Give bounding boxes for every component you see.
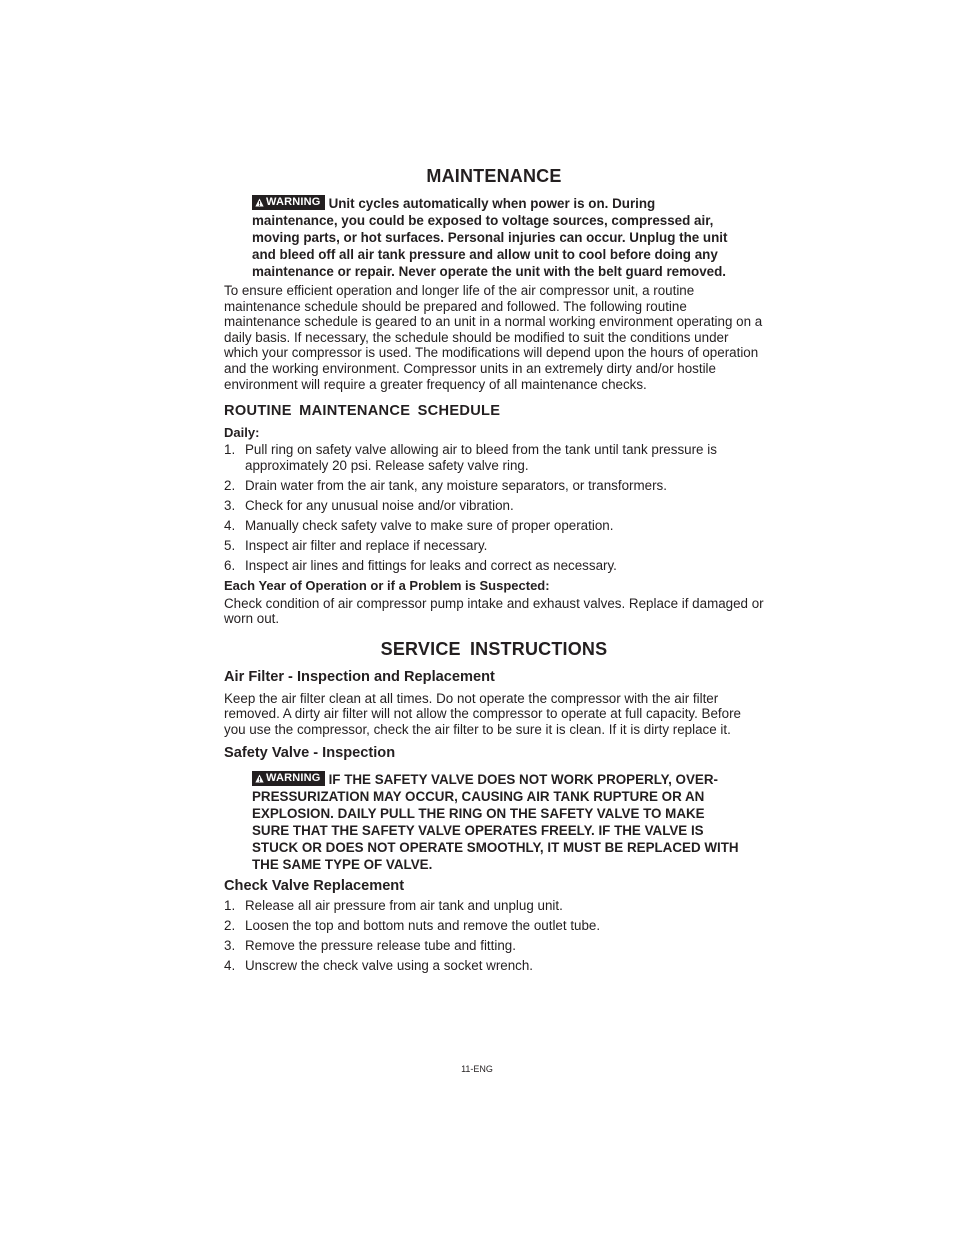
daily-list [224, 442, 764, 573]
warning-text: Unit cycles automatically when power is on. During maintenance, you could be exposed to voltage sources, compressed air, moving parts, or hot surfaces. Personal injuries can occur. Unplug the unit and bleed off all air tank pressure and allow unit to cool before doing any maintenance or repair. Never operate the unit with the belt guard removed. [252, 196, 728, 279]
list-item-text: Check for any unusual noise and/or vibration. [245, 497, 514, 513]
list-item-number: 4. [224, 517, 236, 533]
list-item [224, 898, 764, 914]
warning-label: WARNING [266, 196, 321, 208]
list-item [224, 478, 764, 494]
yearly-label: Each Year of Operation or if a Problem is Suspected: [224, 577, 550, 593]
list-item-number: 1. [224, 897, 236, 913]
warning-badge [252, 771, 325, 786]
list-item [224, 538, 764, 554]
page-number: 11-ENG [461, 1064, 493, 1074]
yearly-text: Check condition of air compressor pump intake and exhaust valves. Replace if damaged or worn out. [224, 595, 764, 627]
list-item-number: 3. [224, 937, 236, 953]
warning-label: WARNING [266, 771, 321, 784]
air-filter-text: Keep the air filter clean at all times. Do not operate the compressor with the air filter removed. A dirty air filter will not allow the compressor to operate at full capacity. Before you use the compressor, check the air filter to be sure it is clean. If it is dirty replace it. [224, 690, 742, 738]
safety-valve-title: Safety Valve - Inspection [224, 744, 396, 761]
safety-warning-text: IF THE SAFETY VALVE DOES NOT WORK PROPERLY, OVER-PRESSURIZATION MAY OCCUR, CAUSING AIR TANK RUPTURE OR AN EXPLOSION. DAILY PULL THE RING ON THE SAFETY VALVE TO MAKE SURE THAT THE SAFETY VALVE OPERATES FREELY. IF THE VALVE IS STUCK OR DOES NOT OPERATE SMOOTHLY, IT MUST BE REPLACED WITH THE SAME TYPE OF VALVE. [252, 771, 739, 872]
list-item-number: 3. [224, 497, 236, 513]
page-content [224, 166, 764, 978]
list-item-text: Manually check safety valve to make sure of proper operation. [245, 517, 614, 533]
list-item-number: 2. [224, 477, 236, 493]
list-item-number: 2. [224, 917, 236, 933]
list-item [224, 518, 764, 534]
daily-label: Daily: [224, 425, 260, 441]
warning-badge [252, 195, 325, 210]
maintenance-warning [252, 195, 742, 280]
schedule-title: ROUTINE MAINTENANCE SCHEDULE [224, 403, 501, 420]
warning-triangle-icon [255, 198, 264, 207]
service-title: SERVICE INSTRUCTIONS [380, 638, 608, 659]
list-item-text: Inspect air lines and fittings for leaks and correct as necessary. [245, 557, 617, 573]
safety-valve-warning [252, 771, 742, 873]
list-item [224, 958, 764, 974]
list-item-number: 4. [224, 957, 236, 973]
list-item-text: Inspect air filter and replace if necessary. [245, 537, 488, 553]
list-item [224, 558, 764, 574]
maintenance-title: MAINTENANCE [426, 166, 562, 186]
air-filter-title: Air Filter - Inspection and Replacement [224, 668, 495, 685]
list-item-number: 1. [224, 442, 236, 458]
list-item-text: Loosen the top and bottom nuts and remove the outlet tube. [245, 917, 601, 933]
list-item [224, 498, 764, 514]
list-item [224, 442, 764, 473]
list-item-text: Unscrew the check valve using a socket wrench. [245, 957, 534, 973]
list-item-number: 5. [224, 537, 236, 553]
maintenance-intro: To ensure efficient operation and longer life of the air compressor unit, a routine maintenance schedule should be prepared and followed. The following routine maintenance schedule is geared to an unit in a normal working environment operating on a daily basis. If necessary, the schedule should be modified to suit the conditions under which your compressor is used. The modifications will depend upon the hours of operation and the working environment. Compressor units in an extremely dirty and/or hostile environment will require a greater frequency of all maintenance checks. [224, 283, 763, 392]
list-item-number: 6. [224, 557, 236, 573]
check-valve-title: Check Valve Replacement [224, 877, 405, 894]
list-item-text: Pull ring on safety valve allowing air to bleed from the tank until tank pressure is approximately 20 psi. Release safety valve ring. [245, 442, 717, 473]
check-valve-list [224, 898, 764, 974]
list-item-text: Remove the pressure release tube and fitting. [245, 937, 516, 953]
list-item [224, 938, 764, 954]
list-item-text: Release all air pressure from air tank and unplug unit. [245, 897, 563, 913]
list-item [224, 918, 764, 934]
list-item-text: Drain water from the air tank, any moisture separators, or transformers. [245, 477, 667, 493]
warning-triangle-icon [255, 774, 264, 783]
